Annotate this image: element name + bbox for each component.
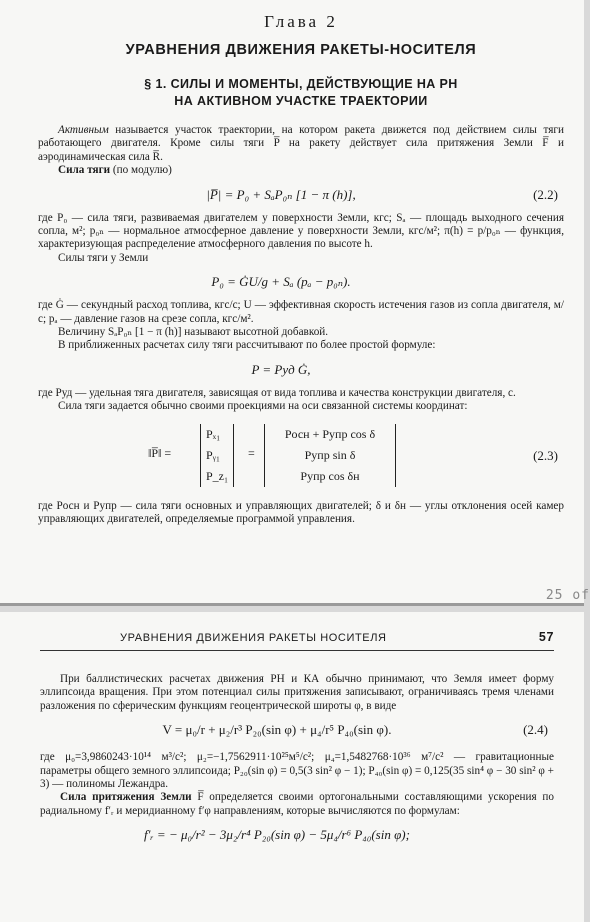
matrix-cell: Pₓ₁ <box>206 426 221 441</box>
paragraph-definitions-2: где Ġ — секундный расход топлива, кгс/с; U — эффективная скорость истечения газов из сопла двигателя, м/с; pₐ — давление газов на срезе сопла, кгс/м². <box>38 299 564 325</box>
paragraph-text: F̅ определяется своими ортогональными составляющими ускорения по радиальному f′ᵣ и меридианному f′φ направлениям, которые вычисляются по формулам: <box>40 791 555 817</box>
paragraph-specific-thrust: где Pуд — удельная тяга двигателя, зависящая от вида топлива и качества конструкции двигателя, с. <box>38 386 516 399</box>
paragraph-ellipsoid: При баллистических расчетах движения РН и КА обычно принимают, что Земля имеет форму эллипсоида вращения. При этом потенциал силы притяжения записывают, ограничиваясь тремя членами разложения по сферическим функциям геоцентрической широты φ, в виде <box>40 673 554 712</box>
matrix-column-2 <box>264 424 396 487</box>
running-header <box>40 630 554 651</box>
formula-2-4 <box>40 717 554 747</box>
paragraph-projections: Сила тяги задается обычно своими проекциями на оси связанной системы координат: <box>58 400 468 413</box>
paragraph-text: (по модулю) <box>110 164 172 177</box>
chapter-title: УРАВНЕНИЯ ДВИЖЕНИЯ РАКЕТЫ-НОСИТЕЛЯ <box>125 42 477 58</box>
formula-ground-thrust <box>38 269 564 295</box>
equation-number: (2.4) <box>523 722 548 738</box>
page-counter: 25 of <box>545 588 590 603</box>
section-title-line-1: § 1. СИЛЫ И МОМЕНТЫ, ДЕЙСТВУЮЩИЕ НА РН <box>144 77 458 91</box>
formula-text: f′ᵣ = − μ₀/r² − 3μ₂/r⁴ P₂₀(sin φ) − 5μ₄/r⁶ P₄₀(sin φ); <box>144 827 410 843</box>
paragraph-thrust <box>38 164 564 177</box>
page-separator <box>0 603 584 606</box>
page-number: 57 <box>538 630 554 644</box>
paragraph-active-segment <box>38 124 564 164</box>
matrix-cell: Pᵧ₁ <box>206 447 221 462</box>
paragraph-definitions-1: где P₀ — сила тяги, развиваемая двигателем у поверхности Земли, кгс; Sₐ — площадь выходного сечения сопла, м²; p₀ₙ — нормальное атмосферное давление у поверхности Земли, кгс/м²; π(h) = p/p₀ₙ — функция, характеризующая распределение атмосферного давления по высоте h. <box>38 211 564 251</box>
paragraph-approximate: В приближенных расчетах силу тяги рассчитывают по более простой формуле: <box>58 339 436 352</box>
matrix-cell: Pупр sin δ <box>304 447 356 462</box>
paragraph-gravity-force <box>40 791 554 818</box>
running-title: УРАВНЕНИЯ ДВИЖЕНИЯ РАКЕТЫ НОСИТЕЛЯ <box>120 632 387 644</box>
formula-2-2 <box>38 182 564 208</box>
equation-number: (2.2) <box>533 186 558 202</box>
formula-text: P₀ = ĠU/g + Sₐ (pₐ − p₀ₙ). <box>211 274 351 290</box>
formula-specific-thrust <box>38 357 564 383</box>
paragraph-ground-thrust: Силы тяги у Земли <box>58 251 149 264</box>
equation-number: (2.3) <box>533 447 558 463</box>
matrix-cell: Pупр cos δн <box>300 468 360 483</box>
section-title-line-2: НА АКТИВНОМ УЧАСТКЕ ТРАЕКТОРИИ <box>174 94 428 108</box>
paragraph-altitude-addition: Величину SₐP₀ₙ [1 − π (h)] называют высотной добавкой. <box>58 326 329 339</box>
term-gravity: Сила притяжения Земли <box>60 791 192 804</box>
chapter-heading: Глава 2 <box>264 12 338 31</box>
formula-2-3 <box>38 420 564 494</box>
matrix-column-1 <box>200 424 234 487</box>
formula-text: V = μ₀/r + μ₂/r³ P₂₀(sin φ) + μ₄/r⁵ P₄₀(sin φ). <box>162 722 392 738</box>
formula-text: P = Pуд Ġ, <box>251 361 311 377</box>
matrix-equals: = <box>248 445 255 460</box>
term-active: Активным <box>58 124 109 136</box>
formula-text: |P̅| = P₀ + SₐP₀ₙ [1 − π (h)], <box>206 186 356 202</box>
paragraph-control-engines: где Pосн и Pупр — сила тяги основных и управляющих двигателей; δ и δн — углы отклонения осей камер управляющих двигателей, определяемые программой управления. <box>38 499 564 526</box>
formula-radial-accel <box>40 822 554 848</box>
matrix-cell: Pосн + Pупр cos δ <box>284 426 376 441</box>
book-page-2 <box>0 612 584 922</box>
section-title <box>38 76 564 110</box>
matrix-lhs: ‖P̅‖ = <box>148 445 172 460</box>
term-thrust: Сила тяги <box>58 164 111 177</box>
paragraph-text: называется участок траектории, на котором ракета движется под действием силы тяги работающего двигателя. Кроме силы тяги P̅ на ракету действует сила притяжения Земли F̅ и аэродинамическая сила R̅. <box>38 124 564 163</box>
paragraph-gravity-params: где μ₀=3,9860243·10¹⁴ м³/с²; μ₂=−1,7562911·10²⁵м⁵/с²; μ₄=1,5482768·10³⁶ м⁷/с² — гравитационные параметры общего земного эллипсоида; P₂₀(sin φ) = 0,5(3 sin² φ − 1); P₄₀(sin φ) = 0,125(35 sin⁴ φ − 30 sin² φ + 3) — полиномы Лежандра. <box>40 751 554 791</box>
matrix-cell: P_z₁ <box>206 468 229 483</box>
